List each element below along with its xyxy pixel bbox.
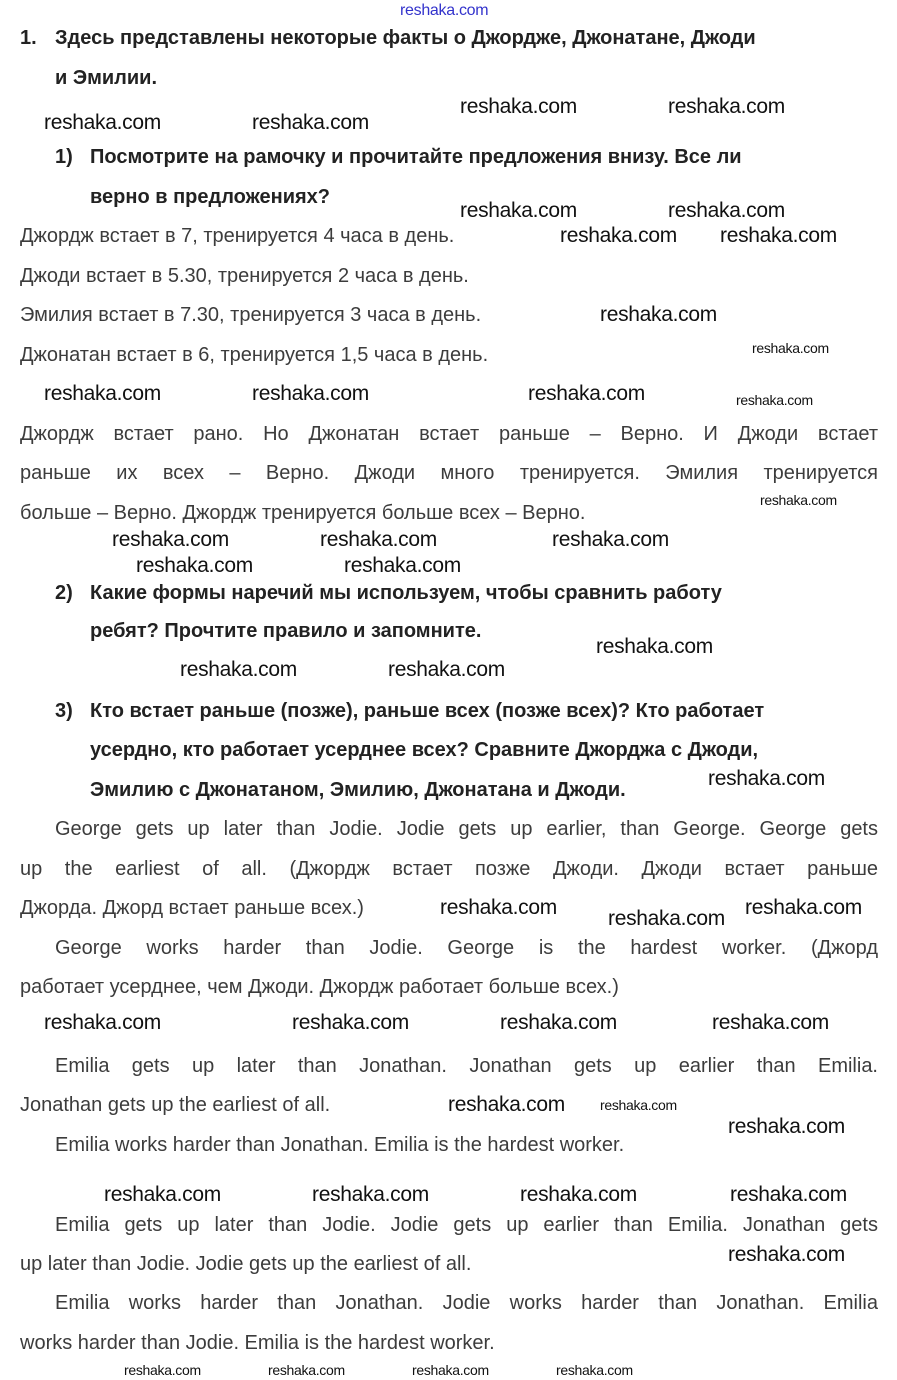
watermark: reshaka.com xyxy=(252,111,369,134)
answer-line: up the earliest of all. (Джордж встает позже Джоди. Джоди встает раньше xyxy=(20,858,878,880)
watermark: reshaka.com xyxy=(312,1183,429,1206)
watermark: reshaka.com xyxy=(596,635,713,658)
watermark: reshaka.com xyxy=(728,1243,845,1266)
watermark: reshaka.com xyxy=(668,95,785,118)
answer-line: George gets up later than Jodie. Jodie gets up earlier, than George. George gets xyxy=(55,818,878,840)
answer-line: Emilia gets up later than Jonathan. Jonathan gets up earlier than Emilia. xyxy=(55,1055,878,1077)
answer-line: Emilia gets up later than Jodie. Jodie gets up earlier than Emilia. Jonathan gets xyxy=(55,1214,878,1236)
watermark: reshaka.com xyxy=(44,382,161,405)
watermark: reshaka.com xyxy=(668,199,785,222)
watermark: reshaka.com xyxy=(104,1183,221,1206)
exercise-title: и Эмилии. xyxy=(55,67,158,89)
watermark: reshaka.com xyxy=(44,1011,161,1034)
watermark: reshaka.com xyxy=(752,340,829,356)
fact-line: Джоди встает в 5.30, тренируется 2 часа в день. xyxy=(20,265,469,287)
task-number: 3) xyxy=(55,700,73,722)
watermark: reshaka.com xyxy=(268,1362,345,1378)
watermark: reshaka.com xyxy=(552,528,669,551)
exercise-title: Здесь представлены некоторые факты о Джордже, Джонатане, Джоди xyxy=(55,27,756,49)
watermark: reshaka.com xyxy=(720,224,837,247)
watermark: reshaka.com xyxy=(528,382,645,405)
watermark: reshaka.com xyxy=(112,528,229,551)
watermark: reshaka.com xyxy=(292,1011,409,1034)
answer-line: Джорда. Джорд встает раньше всех.) xyxy=(20,897,364,919)
watermark: reshaka.com xyxy=(600,1097,677,1113)
task-text: усердно, кто работает усерднее всех? Сравните Джорджа с Джоди, xyxy=(90,739,759,761)
task-text: Кто встает раньше (позже), раньше всех (позже всех)? Кто работает xyxy=(90,700,765,722)
answer-line: Jonathan gets up the earliest of all. xyxy=(20,1094,331,1116)
watermark: reshaka.com xyxy=(608,907,725,930)
fact-line: Джордж встает в 7, тренируется 4 часа в день. xyxy=(20,225,455,247)
answer-line: больше – Верно. Джордж тренируется больше всех – Верно. xyxy=(20,502,586,524)
answer-line: up later than Jodie. Jodie gets up the earliest of all. xyxy=(20,1253,472,1275)
watermark: reshaka.com xyxy=(736,392,813,408)
watermark: reshaka.com xyxy=(320,528,437,551)
fact-line: Джонатан встает в 6, тренируется 1,5 часа в день. xyxy=(20,344,489,366)
watermark: reshaka.com xyxy=(448,1093,565,1116)
watermark: reshaka.com xyxy=(180,658,297,681)
task-text: Посмотрите на рамочку и прочитайте предложения внизу. Все ли xyxy=(90,146,742,168)
watermark: reshaka.com xyxy=(760,492,837,508)
fact-line: Эмилия встает в 7.30, тренируется 3 часа в день. xyxy=(20,304,482,326)
watermark: reshaka.com xyxy=(440,896,557,919)
watermark: reshaka.com xyxy=(388,658,505,681)
exercise-number: 1. xyxy=(20,27,37,49)
task-number: 2) xyxy=(55,582,73,604)
task-number: 1) xyxy=(55,146,73,168)
watermark: reshaka.com xyxy=(344,554,461,577)
task-text: ребят? Прочтите правило и запомните. xyxy=(90,620,482,642)
watermark: reshaka.com xyxy=(412,1362,489,1378)
watermark: reshaka.com xyxy=(560,224,677,247)
watermark: reshaka.com xyxy=(460,95,577,118)
watermark: reshaka.com xyxy=(730,1183,847,1206)
watermark: reshaka.com xyxy=(44,111,161,134)
task-text: верно в предложениях? xyxy=(90,186,331,208)
watermark: reshaka.com xyxy=(745,896,862,919)
answer-line: Emilia works harder than Jonathan. Emilia is the hardest worker. xyxy=(55,1134,625,1156)
task-text: Эмилию с Джонатаном, Эмилию, Джонатана и Джоди. xyxy=(90,779,626,801)
watermark: reshaka.com xyxy=(712,1011,829,1034)
answer-line: Emilia works harder than Jonathan. Jodie works harder than Jonathan. Emilia xyxy=(55,1292,878,1314)
watermark: reshaka.com xyxy=(728,1115,845,1138)
watermark: reshaka.com xyxy=(252,382,369,405)
answer-line: работает усерднее, чем Джоди. Джордж работает больше всех.) xyxy=(20,976,619,998)
watermark: reshaka.com xyxy=(556,1362,633,1378)
watermark: reshaka.com xyxy=(460,199,577,222)
task-text: Какие формы наречий мы используем, чтобы сравнить работу xyxy=(90,582,722,604)
watermark: reshaka.com xyxy=(600,303,717,326)
watermark: reshaka.com xyxy=(400,2,489,19)
watermark: reshaka.com xyxy=(708,767,825,790)
watermark: reshaka.com xyxy=(136,554,253,577)
watermark: reshaka.com xyxy=(124,1362,201,1378)
answer-line: раньше их всех – Верно. Джоди много тренируется. Эмилия тренируется xyxy=(20,462,878,484)
watermark: reshaka.com xyxy=(500,1011,617,1034)
watermark: reshaka.com xyxy=(520,1183,637,1206)
answer-line: George works harder than Jodie. George is the hardest worker. (Джорд xyxy=(55,937,878,959)
answer-line: Джордж встает рано. Но Джонатан встает раньше – Верно. И Джоди встает xyxy=(20,423,878,445)
answer-line: works harder than Jodie. Emilia is the hardest worker. xyxy=(20,1332,495,1354)
